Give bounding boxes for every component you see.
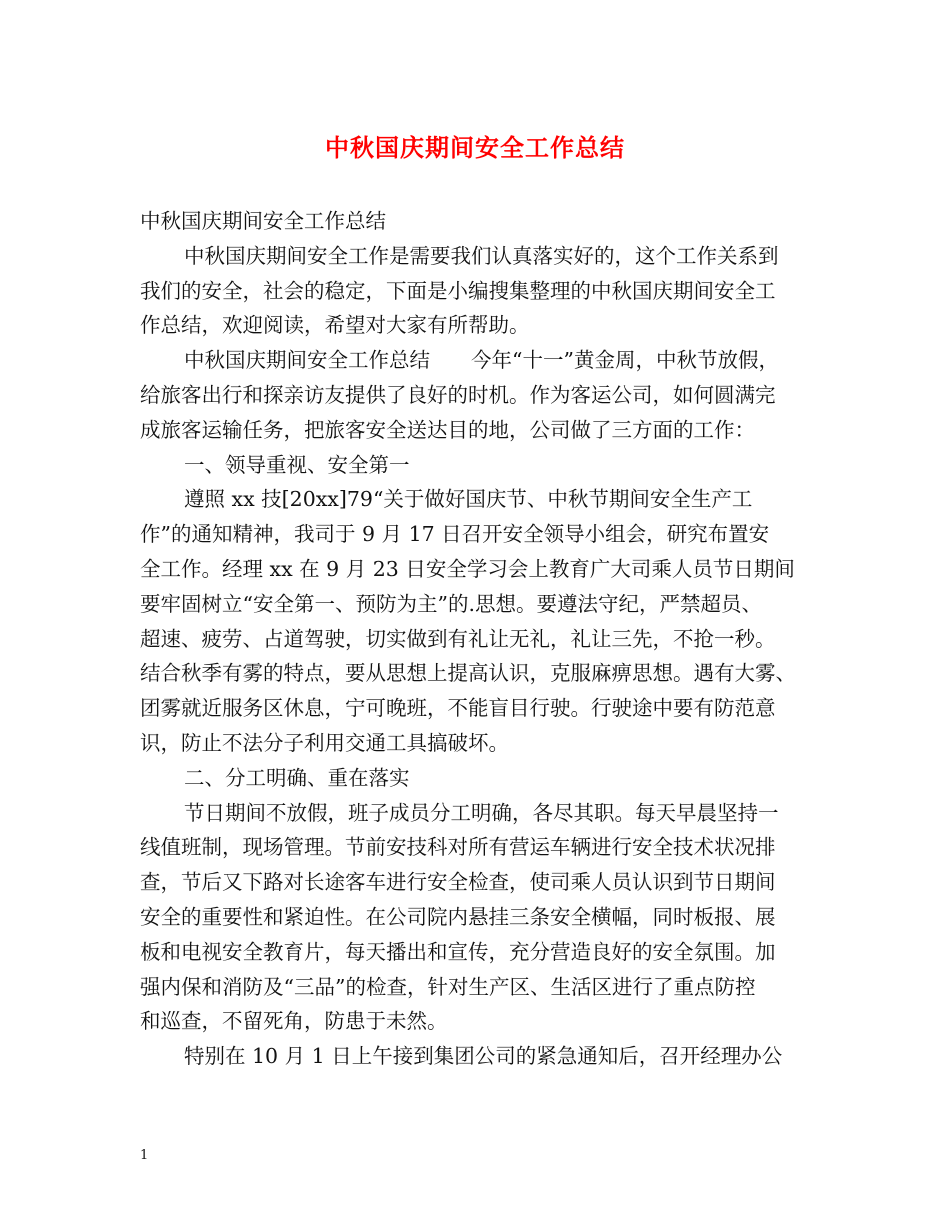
body-line: 成旅客运输任务，把旅客安全送达目的地，公司做了三方面的工作： — [140, 417, 755, 442]
body-line: 要牢固树立“安全第一、预防为主”的.思想。要遵法守纪，严禁超员、 — [140, 591, 762, 616]
body-line: 全工作。经理 xx 在 9 月 23 日安全学习会上教育广大司乘人员节日期间 — [140, 556, 795, 581]
body-line: 线值班制，现场管理。节前安技科对所有营运车辆进行安全技术状况排 — [140, 835, 776, 860]
body-line: 超速、疲劳、占道驾驶，切实做到有礼让无礼，礼让三先，不抢一秒。 — [140, 626, 776, 651]
body-line: 给旅客出行和探亲访友提供了良好的时机。作为客运公司，如何圆满完 — [140, 382, 776, 407]
body-line: 团雾就近服务区休息，宁可晚班，不能盲目行驶。行驶途中要有防范意 — [140, 696, 776, 721]
body-line: 强内保和消防及“三品”的检查，针对生产区、生活区进行了重点防控 — [140, 974, 756, 999]
document-body — [140, 204, 820, 1074]
page-number: 1 — [140, 1148, 149, 1163]
body-line: 中秋国庆期间安全工作是需要我们认真落实好的，这个工作关系到 — [184, 243, 779, 268]
body-line: 查，节后又下路对长途客车进行安全检查，使司乘人员认识到节日期间 — [140, 870, 776, 895]
section-heading: 一、领导重视、安全第一 — [184, 452, 410, 477]
body-line: 板和电视安全教育片，每天播出和宣传，充分营造良好的安全氛围。加 — [140, 939, 776, 964]
body-line: 结合秋季有雾的特点，要从思想上提高认识，克服麻痹思想。遇有大雾、 — [140, 661, 796, 686]
document-title: 中秋国庆期间安全工作总结 — [325, 133, 625, 162]
section-heading: 二、分工明确、重在落实 — [184, 765, 410, 790]
body-line: 作”的通知精神，我司于 9 月 17 日召开安全领导小组会，研究布置安 — [140, 522, 770, 547]
body-line: 我们的安全，社会的稳定，下面是小编搜集整理的中秋国庆期间安全工 — [140, 278, 776, 303]
body-line: 中秋国庆期间安全工作总结 — [140, 209, 386, 233]
body-line: 识，防止不法分子利用交通工具搞破坏。 — [140, 730, 509, 755]
body-line: 作总结，欢迎阅读，希望对大家有所帮助。 — [140, 313, 530, 338]
body-line: 中秋国庆期间安全工作总结 今年“十一”黄金周，中秋节放假， — [184, 348, 779, 373]
body-line: 特别在 10 月 1 日上午接到集团公司的紧急通知后，召开经理办公 — [184, 1044, 783, 1069]
body-line: 和巡查，不留死角，防患于未然。 — [140, 1009, 448, 1034]
body-line: 遵照 xx 技[20xx]79“关于做好国庆节、中秋节期间安全生产工 — [184, 487, 753, 512]
body-line: 安全的重要性和紧迫性。在公司院内悬挂三条安全横幅，同时板报、展 — [140, 904, 776, 929]
body-line: 节日期间不放假，班子成员分工明确，各尽其职。每天早晨坚持一 — [184, 800, 779, 825]
